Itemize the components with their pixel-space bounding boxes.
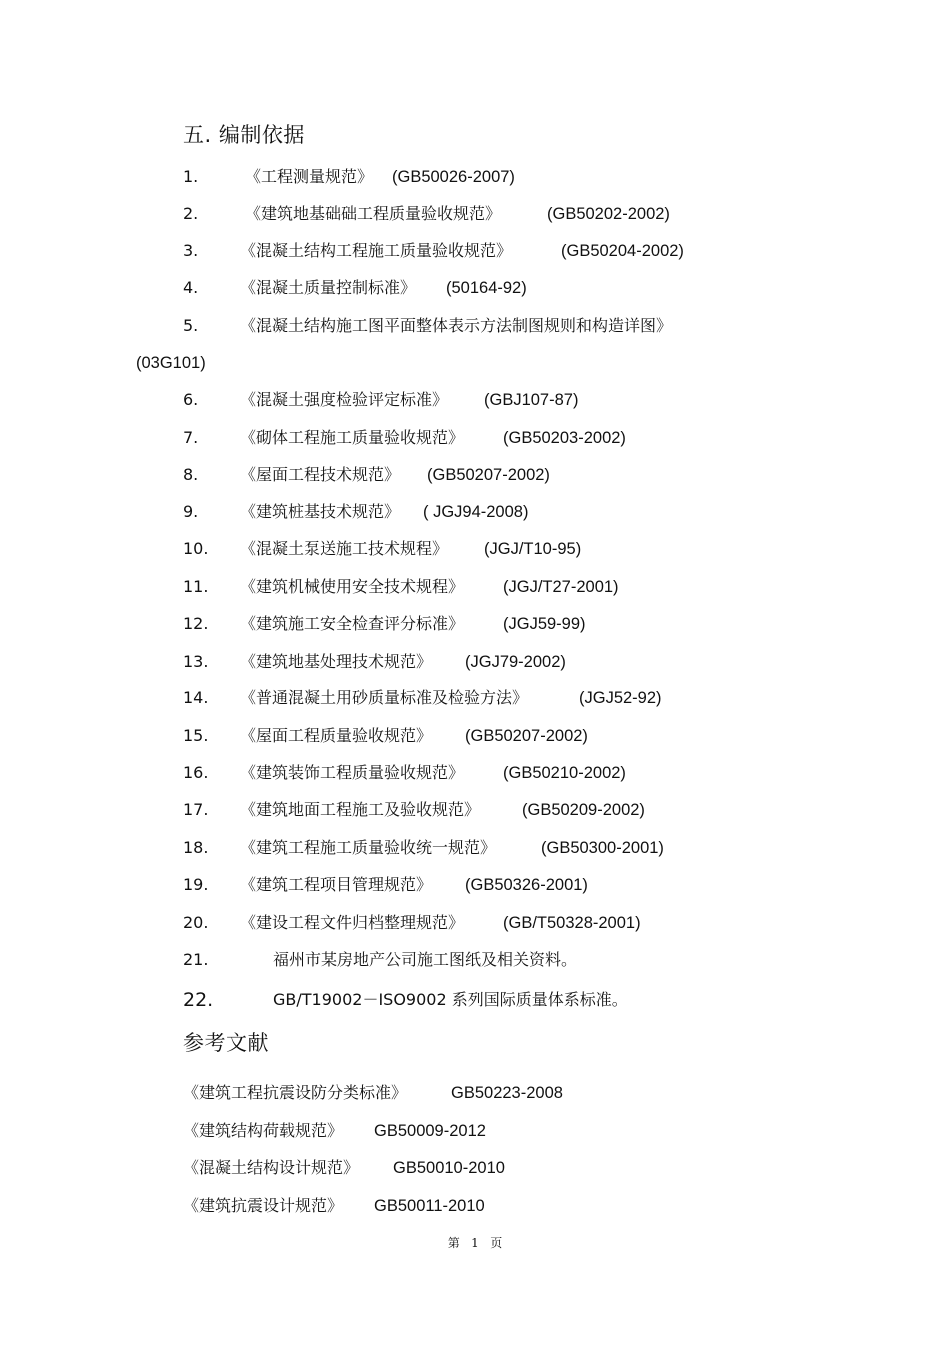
- reference-code: (GB50326-2001): [465, 876, 588, 894]
- literature-code: GB50011-2010: [374, 1197, 485, 1215]
- reference-number: 2.: [183, 204, 199, 223]
- page-prefix: 第: [447, 1236, 460, 1250]
- literature-heading: 参考文献: [183, 1031, 269, 1055]
- reference-title: 《混凝土结构施工图平面整体表示方法制图规则和构造详图》: [240, 316, 673, 335]
- reference-title: 《屋面工程技术规范》: [240, 465, 401, 484]
- reference-number: 5.: [183, 316, 199, 335]
- reference-number: 16.: [183, 763, 209, 782]
- reference-title: 《建筑机械使用安全技术规程》: [240, 577, 465, 596]
- reference-title: 《工程测量规范》: [245, 167, 374, 186]
- reference-code: (50164-92): [446, 279, 527, 297]
- reference-title: 《屋面工程质量验收规范》: [240, 726, 433, 745]
- reference-number: 21.: [183, 950, 209, 969]
- reference-code: (GB50026-2007): [392, 168, 515, 186]
- reference-number: 4.: [183, 278, 199, 297]
- page-number: 1: [471, 1236, 479, 1250]
- reference-code: (GB50209-2002): [522, 801, 645, 819]
- reference-title: 《混凝土质量控制标准》: [240, 278, 417, 297]
- reference-number: 12.: [183, 614, 209, 633]
- reference-code: (JGJ/T10-95): [484, 540, 582, 558]
- reference-number: 3.: [183, 241, 199, 260]
- reference-number: 7.: [183, 428, 199, 447]
- reference-title: 《建筑地基础础工程质量验收规范》: [245, 204, 502, 223]
- literature-title: 《混凝土结构设计规范》: [183, 1158, 360, 1177]
- reference-title: 《建筑地基处理技术规范》: [240, 652, 433, 671]
- reference-code: (GBJ107-87): [484, 391, 579, 409]
- reference-number: 6.: [183, 390, 199, 409]
- reference-number: 10.: [183, 539, 209, 558]
- reference-title: 《普通混凝土用砂质量标准及检验方法》: [240, 688, 529, 707]
- reference-code: (GB50210-2002): [503, 764, 626, 782]
- reference-number: 15.: [183, 726, 209, 745]
- literature-title: 《建筑抗震设计规范》: [183, 1196, 344, 1215]
- reference-title: 《建筑工程施工质量验收统一规范》: [240, 838, 497, 857]
- reference-code: (JGJ59-99): [503, 615, 586, 633]
- reference-code: (GB50204-2002): [561, 242, 684, 260]
- reference-title: 《建筑工程项目管理规范》: [240, 875, 433, 894]
- reference-title: 《混凝土结构工程施工质量验收规范》: [240, 241, 513, 260]
- reference-number: 14.: [183, 688, 209, 707]
- reference-title: 福州市某房地产公司施工图纸及相关资料。: [273, 950, 578, 969]
- reference-title: 《建设工程文件归档整理规范》: [240, 913, 465, 932]
- reference-code: (GB/T50328-2001): [503, 914, 641, 932]
- reference-code: (GB50207-2002): [427, 466, 550, 484]
- reference-number: 22.: [183, 989, 214, 1011]
- reference-code: (GB50203-2002): [503, 429, 626, 447]
- literature-code: GB50010-2010: [393, 1159, 505, 1177]
- reference-code: (GB50202-2002): [547, 205, 670, 223]
- reference-code: (GB50207-2002): [465, 727, 588, 745]
- reference-number: 18.: [183, 838, 209, 857]
- reference-title: 《砌体工程施工质量验收规范》: [240, 428, 465, 447]
- reference-title: 《建筑装饰工程质量验收规范》: [240, 763, 465, 782]
- reference-title: 《混凝土强度检验评定标准》: [240, 390, 449, 409]
- reference-title: 《混凝土泵送施工技术规程》: [240, 539, 449, 558]
- section-heading: 五. 编制依据: [183, 123, 305, 147]
- reference-code: (JGJ52-92): [579, 689, 662, 707]
- reference-title: GB/T19002－ISO9002 系列国际质量体系标准。: [273, 990, 628, 1009]
- reference-title: 《建筑施工安全检查评分标准》: [240, 614, 465, 633]
- page-footer: [0, 1234, 950, 1251]
- reference-number: 19.: [183, 875, 209, 894]
- reference-number: 13.: [183, 652, 209, 671]
- reference-number: 1.: [183, 167, 199, 186]
- reference-number: 17.: [183, 800, 209, 819]
- reference-number: 8.: [183, 465, 199, 484]
- reference-code: (JGJ79-2002): [465, 653, 566, 671]
- literature-title: 《建筑结构荷载规范》: [183, 1121, 344, 1140]
- literature-title: 《建筑工程抗震设防分类标准》: [183, 1083, 408, 1102]
- reference-code: ( JGJ94-2008): [423, 503, 529, 521]
- reference-code: (GB50300-2001): [541, 839, 664, 857]
- reference-code-wrapped: (03G101): [136, 354, 206, 372]
- reference-number: 20.: [183, 913, 209, 932]
- reference-number: 9.: [183, 502, 199, 521]
- literature-code: GB50009-2012: [374, 1122, 486, 1140]
- reference-number: 11.: [183, 577, 209, 596]
- reference-title: 《建筑桩基技术规范》: [240, 502, 401, 521]
- reference-code: (JGJ/T27-2001): [503, 578, 619, 596]
- page-suffix: 页: [490, 1236, 503, 1250]
- reference-title: 《建筑地面工程施工及验收规范》: [240, 800, 481, 819]
- literature-code: GB50223-2008: [451, 1084, 563, 1102]
